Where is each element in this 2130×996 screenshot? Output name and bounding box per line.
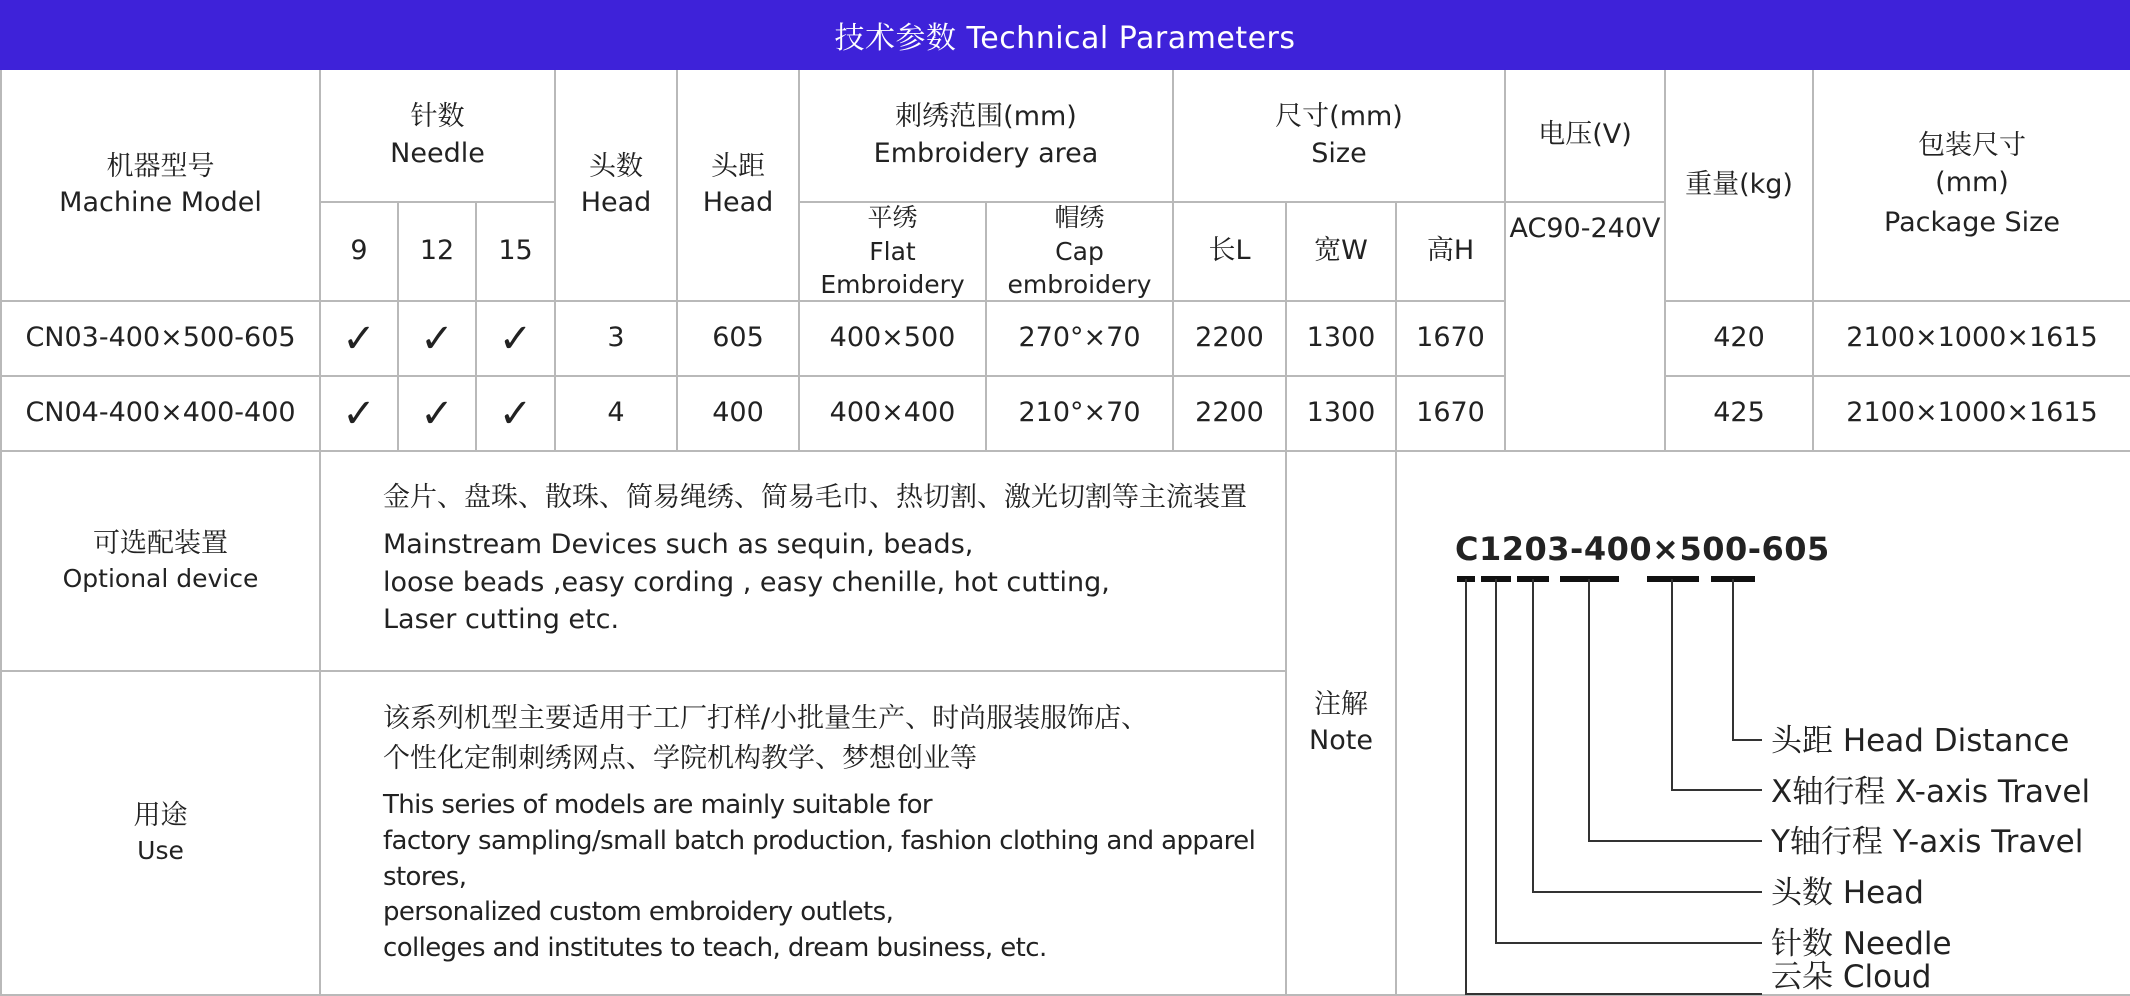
header-length: 长L (1174, 203, 1287, 302)
legend-x-axis: X轴行程 X-axis Travel (1771, 774, 2091, 810)
row1-cap-area: 270°×70 (987, 302, 1174, 377)
use-text-cn-line: 个性化定制刺绣网点、学院机构教学、梦想创业等 (383, 743, 977, 775)
optional-text-en (383, 526, 1110, 638)
header-package-cn: 包装尺寸 (1918, 130, 2026, 162)
row1-needle-12-check: ✓ (399, 302, 477, 377)
row1-weight: 420 (1666, 302, 1814, 377)
model-code-diagram (1397, 452, 2130, 996)
use-label (2, 672, 321, 996)
code-legend (1770, 723, 2090, 995)
row1-needle-15-check: ✓ (477, 302, 556, 377)
header-area-cn: 刺绣范围(mm) (895, 101, 1077, 133)
optional-label (2, 452, 321, 672)
header-package-en: Package Size (1884, 207, 2060, 239)
header-size-en: Size (1311, 137, 1367, 169)
use-text-en-line: colleges and institutes to teach, dream business, etc. (383, 933, 1047, 964)
row1-model: CN03-400×500-605 (2, 302, 321, 377)
header-area-en: Embroidery area (873, 137, 1099, 169)
leader-cloud (1466, 579, 1762, 994)
leader-lines (1466, 579, 1762, 994)
leader-x-axis (1672, 579, 1762, 790)
row1-width: 1300 (1287, 302, 1397, 377)
header-head-count-en: Head (580, 187, 652, 218)
row1-height: 1670 (1397, 302, 1506, 377)
leader-y-axis (1589, 579, 1762, 841)
header-package (1814, 70, 2130, 302)
use-text-en (383, 788, 1285, 967)
legend-head-distance: 头距 Head Distance (1771, 723, 2070, 759)
header-width: 宽W (1287, 203, 1397, 302)
row2-height: 1670 (1397, 377, 1506, 452)
note-label (1287, 452, 1397, 996)
model-code: C1203-400×500-605 (1455, 530, 1830, 568)
row1-needle-9-check: ✓ (321, 302, 399, 377)
header-package-unit: (mm) (1935, 166, 2009, 198)
header-cap-en: Cap embroidery (1007, 236, 1152, 300)
use-text-en-line: This series of models are mainly suitable for (383, 789, 933, 820)
header-needle-cn: 针数 (410, 101, 465, 133)
use-text-cn-line: 该系列机型主要适用于工厂打样/小批量生产、时尚服装服饰店、 (383, 702, 1149, 734)
header-model-en: Machine Model (59, 187, 262, 218)
optional-description (321, 452, 1287, 672)
row2-flat-area: 400×400 (800, 377, 987, 452)
row2-width: 1300 (1287, 377, 1397, 452)
header-flat (800, 203, 987, 302)
row2-heads: 4 (556, 377, 678, 452)
header-cap-cn: 帽绣 (1054, 202, 1105, 232)
use-text-en-line: personalized custom embroidery outlets, (383, 897, 894, 928)
use-description (321, 672, 1287, 996)
header-size-cn: 尺寸(mm) (1275, 101, 1403, 133)
note-label-en: Note (1309, 725, 1373, 756)
row2-needle-12-check: ✓ (399, 377, 477, 452)
row1-length: 2200 (1174, 302, 1287, 377)
legend-head: 头数 Head (1771, 875, 1924, 911)
row1-package: 2100×1000×1615 (1814, 302, 2130, 377)
header-model (2, 70, 321, 302)
optional-label-en: Optional device (62, 564, 259, 594)
header-model-cn: 机器型号 (106, 150, 215, 182)
header-head-dist-cn: 头距 (711, 150, 765, 182)
header-needle (321, 70, 556, 203)
header-size (1174, 70, 1506, 203)
header-head-count-cn: 头数 (589, 150, 643, 182)
legend-needle: 针数 Needle (1771, 926, 1952, 962)
row2-head-distance: 400 (678, 377, 800, 452)
params-table (0, 70, 2130, 996)
header-embroidery-area (800, 70, 1174, 203)
header-height: 高H (1397, 203, 1506, 302)
header-cap (987, 203, 1174, 302)
leader-head-distance (1733, 579, 1762, 740)
header-head-count (556, 70, 678, 302)
header-needle-9: 9 (321, 203, 399, 302)
legend-cloud: 云朵 Cloud (1771, 959, 1932, 995)
row2-cap-area: 210°×70 (987, 377, 1174, 452)
use-label-en: Use (137, 836, 184, 866)
optional-text-en-line: loose beads ,easy cording , easy chenille, hot cutting, (383, 566, 1110, 598)
legend-y-axis: Y轴行程 Y-axis Travel (1771, 824, 2084, 860)
voltage-value-cell (1506, 203, 1666, 452)
optional-text-cn: 金片、盘珠、散珠、简易绳绣、简易毛巾、热切割、激光切割等主流装置 (383, 481, 1247, 513)
header-head-dist-en: Head (702, 187, 774, 218)
header-head-distance (678, 70, 800, 302)
header-needle-12: 12 (399, 203, 477, 302)
voltage-value: AC90-240V (1509, 213, 1661, 244)
header-weight: 重量(kg) (1666, 70, 1814, 302)
header-flat-en: Flat Embroidery (820, 236, 965, 300)
use-text-en-line: factory sampling/small batch production, fashion clothing and apparel stores, (383, 825, 1256, 892)
row1-heads: 3 (556, 302, 678, 377)
optional-label-cn: 可选配装置 (93, 527, 228, 559)
use-text-cn (383, 699, 1148, 780)
row2-needle-9-check: ✓ (321, 377, 399, 452)
note-diagram-cell (1397, 452, 2130, 996)
row2-needle-15-check: ✓ (477, 377, 556, 452)
row2-model: CN04-400×400-400 (2, 377, 321, 452)
header-flat-cn: 平绣 (867, 202, 918, 232)
row1-flat-area: 400×500 (800, 302, 987, 377)
leader-head (1533, 579, 1762, 892)
header-voltage: 电压(V) (1506, 70, 1666, 203)
optional-text-en-line: Laser cutting etc. (383, 603, 620, 635)
optional-text-en-line: Mainstream Devices such as sequin, beads, (383, 529, 974, 561)
row2-length: 2200 (1174, 377, 1287, 452)
leader-needle (1496, 579, 1762, 943)
row2-package: 2100×1000×1615 (1814, 377, 2130, 452)
header-needle-15: 15 (477, 203, 556, 302)
table-title: 技术参数 Technical Parameters (0, 0, 2130, 70)
note-label-cn: 注解 (1314, 688, 1368, 720)
use-label-cn: 用途 (133, 799, 188, 831)
row2-weight: 425 (1666, 377, 1814, 452)
row1-head-distance: 605 (678, 302, 800, 377)
header-needle-en: Needle (390, 137, 485, 169)
